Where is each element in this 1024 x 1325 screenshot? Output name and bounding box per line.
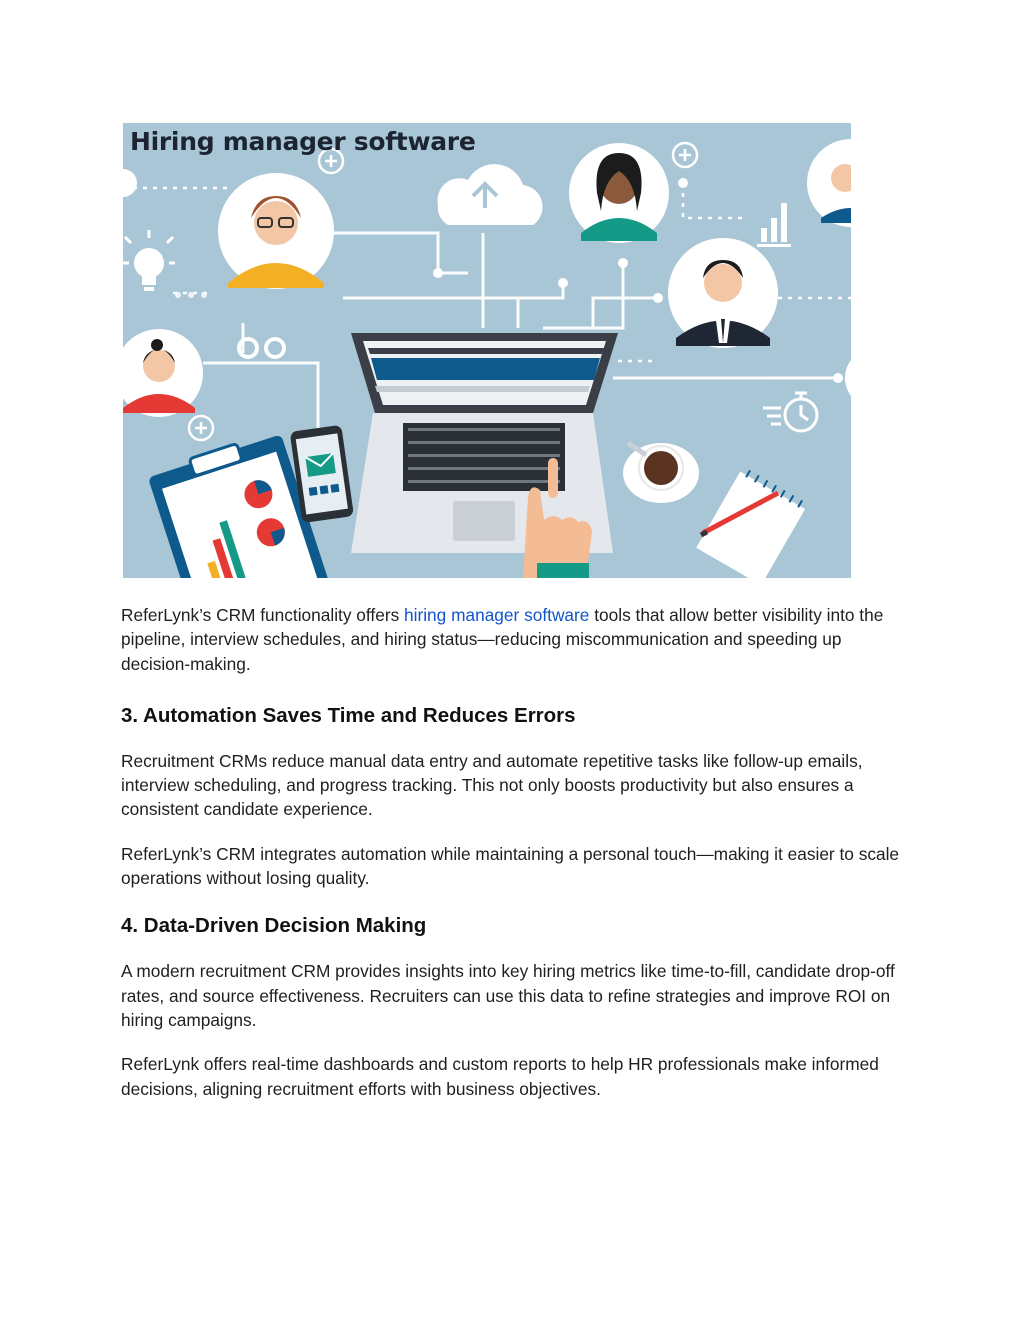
section-3-paragraph-2: ReferLynk’s CRM integrates automation while maintaining a personal touch—making it easier to scale operations without losing quality. — [121, 843, 900, 889]
intro-paragraph — [121, 603, 911, 676]
hero-illustration-graphic — [123, 123, 851, 578]
section-4-heading: 4. Data-Driven Decision Making — [121, 914, 427, 938]
section-3-paragraph-1: Recruitment CRMs reduce manual data entry and automate repetitive tasks like follow-up emails, interview scheduling, and progress tracking. This not only boosts productivity but also ensures a consistent candidate experience. — [121, 750, 863, 820]
hero-caption: Hiring manager software — [130, 127, 476, 156]
section-4-paragraph-1: A modern recruitment CRM provides insights into key hiring metrics like time-to-fill, candidate drop-off rates, and source effectiveness. Recruiters can use this data to refine strategies and improve ROI on hiring campaigns. — [121, 961, 895, 1030]
section-4-paragraph-2: ReferLynk offers real-time dashboards and custom reports to help HR professionals make informed decisions, aligning recruitment efforts with business objectives. — [121, 1054, 879, 1099]
intro-text-before: ReferLynk’s CRM functionality offers — [121, 605, 405, 625]
hiring-manager-software-link[interactable]: hiring manager software — [404, 605, 590, 625]
article-body — [121, 603, 911, 1101]
section-3-heading: 3. Automation Saves Time and Reduces Errors — [121, 703, 576, 727]
intro-text-after: tools that allow better visibility into the pipeline, interview schedules, and hiring status—reducing miscommunication and speeding up decision-making. — [121, 605, 884, 674]
hero-illustration — [123, 123, 851, 578]
